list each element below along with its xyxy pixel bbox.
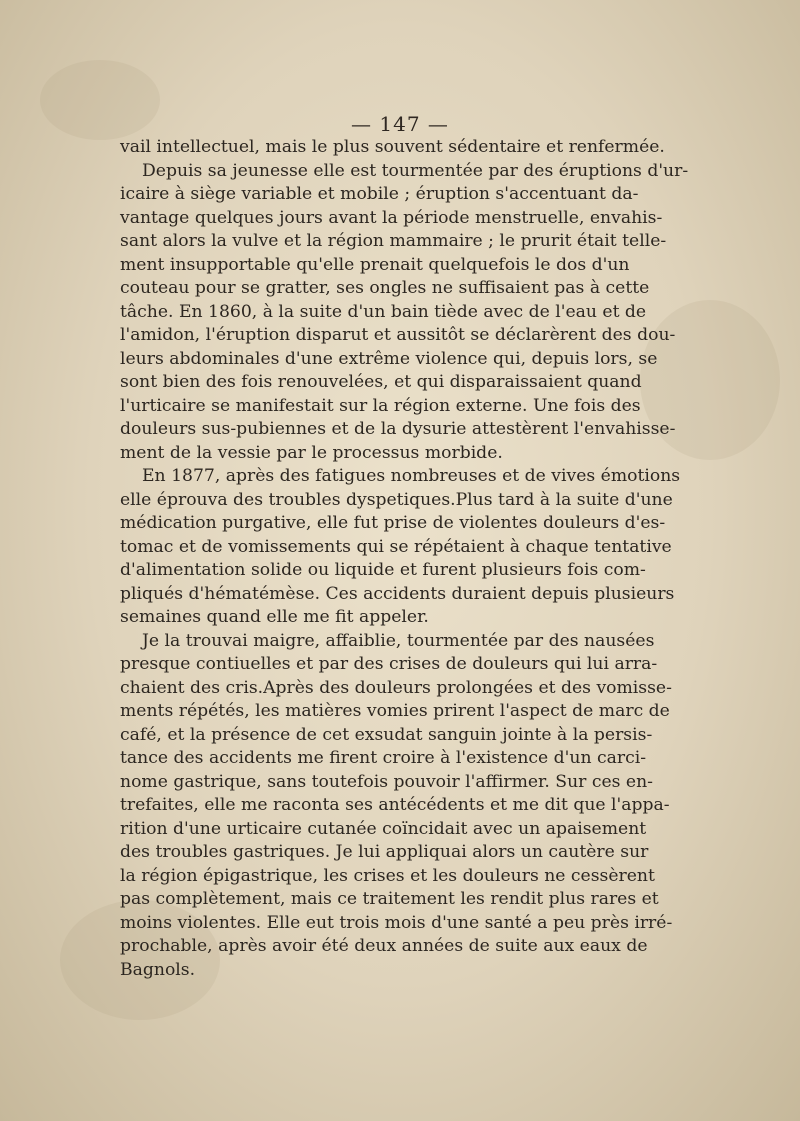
text-line: En 1877, après des fatigues nombreuses et de vives émotions <box>142 466 681 486</box>
text-line: ment insupportable qu'elle prenait quelquefois le dos d'un <box>120 254 630 275</box>
text-line: Depuis sa jeunesse elle est tourmentée par des éruptions d'ur- <box>142 160 689 181</box>
text-line: Bagnols. <box>120 959 196 980</box>
text-line: tâche. En 1860, à la suite d'un bain tiède avec de l'eau et de <box>120 301 647 322</box>
text-line: nome gastrique, sans toutefois pouvoir l'affirmer. Sur ces en- <box>120 771 653 792</box>
text-line: vantage quelques jours avant la période menstruelle, envahis- <box>120 207 663 228</box>
page-number: — 147 — <box>351 112 449 136</box>
text-line: leurs abdominales d'une extrême violence qui, depuis lors, se <box>120 348 658 369</box>
text-line: café, et la présence de cet exsudat sanguin jointe à la persis- <box>120 724 653 745</box>
text-line: prochable, après avoir été deux années de suite aux eaux de <box>120 936 648 956</box>
text-line: moins violentes. Elle eut trois mois d'une santé a peu près irré- <box>120 912 673 933</box>
text-line: sant alors la vulve et la région mammaire ; le prurit était telle- <box>120 231 667 251</box>
text-line: la région épigastrique, les crises et les douleurs ne cessèrent <box>120 865 655 886</box>
text-line: l'amidon, l'éruption disparut et aussitôt se déclarèrent des dou- <box>120 325 676 345</box>
text-line: des troubles gastriques. Je lui appliquai alors un cautère sur <box>120 842 649 862</box>
text-line: presque contiuelles et par des crises de douleurs qui lui arra- <box>120 654 658 674</box>
text-line: l'urticaire se manifestait sur la région externe. Une fois des <box>120 395 641 416</box>
text-line: médication purgative, elle fut prise de violentes douleurs d'es- <box>120 513 666 533</box>
text-line: ments répétés, les matières vomies prirent l'aspect de marc de <box>120 701 670 721</box>
text-line: trefaites, elle me raconta ses antécédents et me dit que l'appa- <box>120 795 670 815</box>
text-line: elle éprouva des troubles dyspetiques.Plus tard à la suite d'une <box>120 489 673 510</box>
text-line: Je la trouvai maigre, affaiblie, tourmentée par des nausées <box>142 630 655 651</box>
body-text <box>120 136 689 982</box>
text-line: tance des accidents me firent croire à l'existence d'un carci- <box>120 748 647 768</box>
text-line: pas complètement, mais ce traitement les rendit plus rares et <box>120 889 659 909</box>
text-line: chaient des cris.Après des douleurs prolongées et des vomisse- <box>120 677 672 698</box>
text-line: couteau pour se gratter, ses ongles ne suffisaient pas à cette <box>120 278 650 298</box>
text-line: rition d'une urticaire cutanée coïncidait avec un apaisement <box>120 818 647 839</box>
text-line: icaire à siège variable et mobile ; éruption s'accentuant da- <box>120 184 639 204</box>
text-line: semaines quand elle me fit appeler. <box>120 607 429 627</box>
text-line: sont bien des fois renouvelées, et qui disparaissaient quand <box>120 372 642 392</box>
text-line: douleurs sus-pubiennes et de la dysurie attestèrent l'envahisse- <box>120 419 676 439</box>
text-line: pliqués d'hématémèse. Ces accidents duraient depuis plusieurs <box>120 583 675 604</box>
text-line: tomac et de vomissements qui se répétaient à chaque tentative <box>120 536 672 557</box>
text-line: d'alimentation solide ou liquide et furent plusieurs fois com- <box>120 560 646 580</box>
text-line: vail intellectuel, mais le plus souvent sédentaire et renfermée. <box>120 137 665 157</box>
text-line: ment de la vessie par le processus morbide. <box>120 442 503 463</box>
